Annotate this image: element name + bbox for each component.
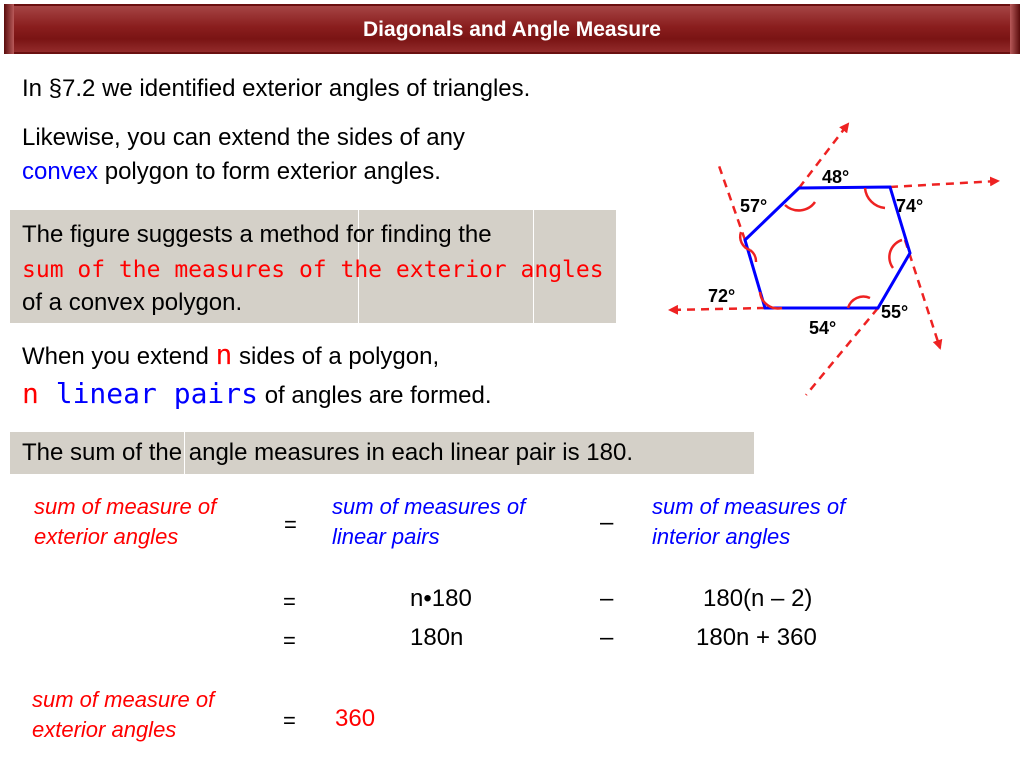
sum-box-text: The sum of the angle measures in each linear pair is 180. [22, 439, 634, 466]
slide-title: Diagonals and Angle Measure [363, 18, 661, 41]
angle-label: 57° [740, 196, 768, 216]
angle-arc [785, 202, 815, 210]
extend-part-1: When you extend [22, 343, 209, 370]
extension-line [670, 308, 765, 310]
extension-line [890, 181, 998, 187]
angle-arc [889, 240, 902, 268]
hexagon [745, 187, 910, 308]
rhs-line-2: interior angles [652, 524, 791, 549]
lhs-line-1: sum of measure of [34, 494, 217, 519]
row2-mid: n•180 [410, 585, 472, 612]
angle-arc [865, 188, 885, 208]
row2-rhs: 180(n – 2) [703, 585, 813, 612]
angle-label: 74° [896, 196, 924, 216]
mid-line-1: sum of measures of [332, 494, 526, 519]
angle-label: 48° [822, 167, 850, 187]
angle-label: 54° [809, 318, 837, 338]
method-line-2: sum of the measures of the exterior angles [22, 257, 604, 283]
result-value: 360 [335, 705, 376, 732]
method-line-3: of a convex polygon. [22, 289, 243, 316]
minus-sign: – [600, 585, 614, 612]
extend-n: n [215, 338, 233, 371]
result-line-1: sum of measure of [32, 687, 215, 712]
minus-sign: – [600, 509, 614, 536]
row3-rhs: 180n + 360 [696, 624, 817, 651]
angle-label: 72° [708, 286, 736, 306]
extend-part-3: of angles are formed. [264, 382, 492, 409]
mid-line-2: linear pairs [332, 524, 440, 549]
extend-part-2: sides of a polygon, [239, 343, 440, 370]
equals-sign: = [283, 708, 296, 733]
angle-arc [848, 297, 870, 308]
pairs-n: n [22, 377, 39, 410]
intro-line-2: Likewise, you can extend the sides of any [22, 124, 465, 151]
result-line-2: exterior angles [32, 717, 177, 742]
convex-word: convex [22, 158, 99, 185]
method-line-1: The figure suggests a method for finding the [22, 221, 492, 248]
equals-sign: = [283, 589, 296, 614]
rhs-line-1: sum of measures of [652, 494, 846, 519]
pairs-words: linear pairs [55, 377, 259, 410]
row3-mid: 180n [410, 624, 464, 651]
lhs-line-2: exterior angles [34, 524, 179, 549]
intro-line-1: In §7.2 we identified exterior angles of triangles. [22, 75, 531, 102]
extension-line [905, 240, 940, 348]
minus-sign: – [600, 624, 614, 651]
intro-line-3-rest: polygon to form exterior angles. [104, 158, 441, 185]
equals-sign: = [284, 512, 297, 537]
equals-sign: = [283, 628, 296, 653]
angle-label: 55° [881, 302, 909, 322]
